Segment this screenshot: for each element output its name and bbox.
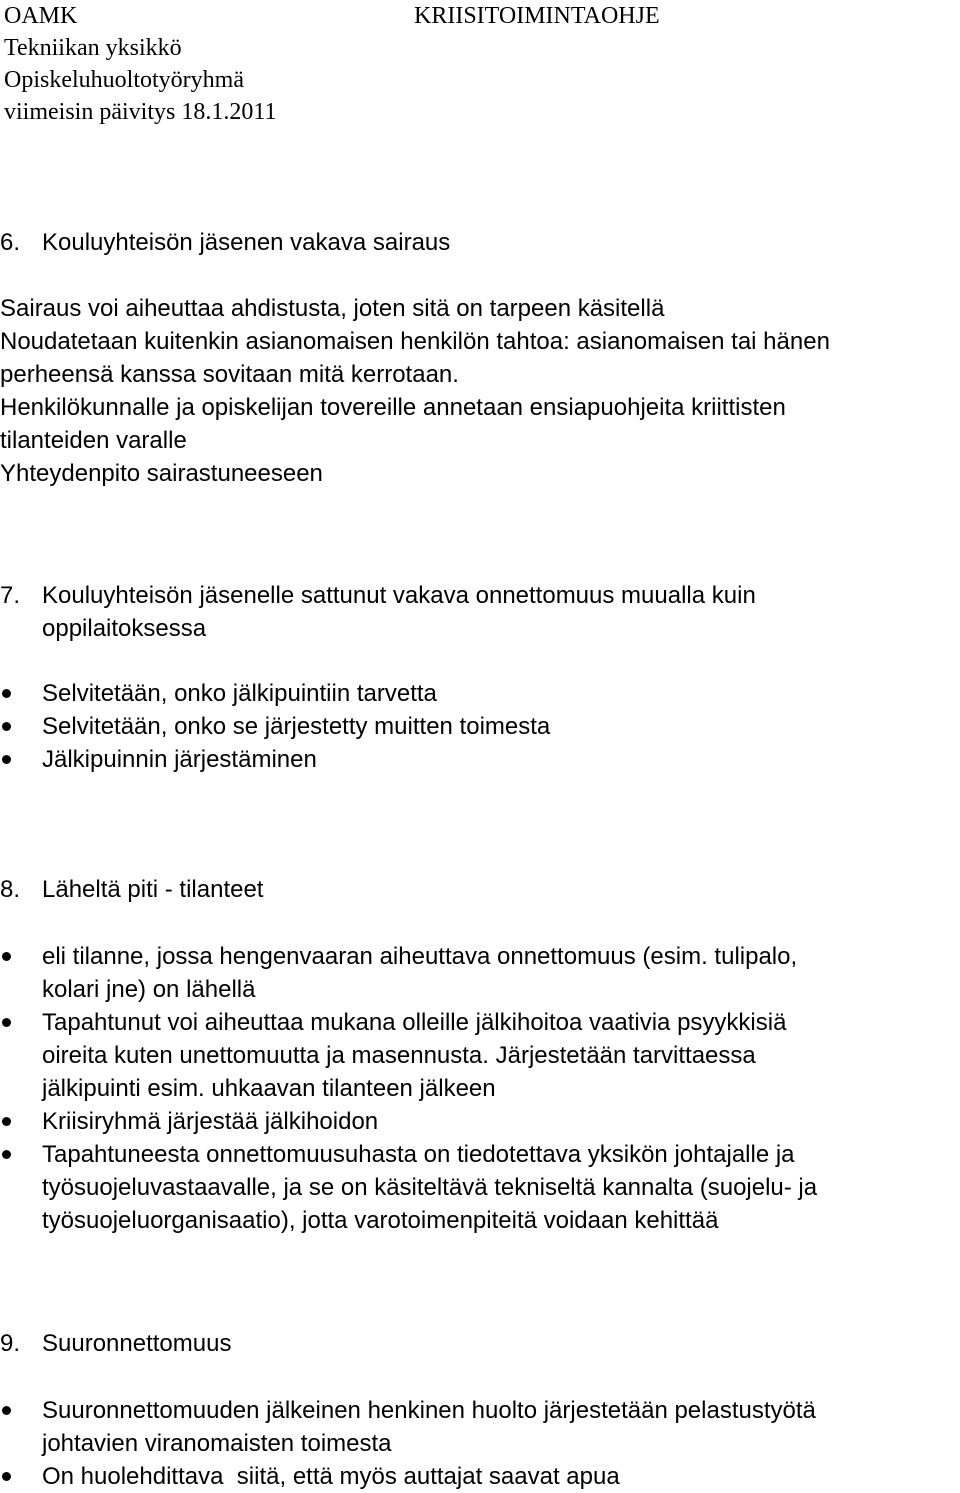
section-6-number: 6.: [0, 229, 21, 256]
section-7-heading: [0, 579, 960, 645]
section-6-line: Yhteydenpito sairastuneeseen: [0, 460, 323, 487]
section-6-heading: [0, 226, 960, 259]
document-header: [4, 0, 954, 128]
section-8: [0, 873, 960, 1237]
bullet-icon: [2, 1150, 11, 1159]
bullet-icon: [2, 1472, 11, 1481]
section-9-number: 9.: [0, 1330, 21, 1357]
list-item-line: Kriisiryhmä järjestää jälkihoidon: [42, 1108, 379, 1135]
list-item-text: Selvitetään, onko se järjestetty muitten toimesta: [42, 713, 551, 740]
list-item-line: Suuronnettomuuden jälkeinen henkinen huolto järjestetään pelastustyötä: [42, 1397, 816, 1424]
list-item-line: On huolehdittava siitä, että myös auttajat saavat apua: [42, 1463, 620, 1490]
section-6-line: Noudatetaan kuitenkin asianomaisen henkilön tahtoa: asianomaisen tai hänen: [0, 328, 830, 355]
section-7-title-line: Kouluyhteisön jäsenelle sattunut vakava onnettomuus muualla kuin: [42, 582, 756, 609]
list-item: [0, 1460, 960, 1493]
section-8-heading: [0, 873, 960, 906]
section-6-line: Sairaus voi aiheuttaa ahdistusta, joten sitä on tarpeen käsitellä: [0, 295, 665, 322]
section-6-title: Kouluyhteisön jäsenen vakava sairaus: [42, 229, 451, 256]
bullet-icon: [2, 1018, 11, 1027]
list-item-line: jälkipuinti esim. uhkaavan tilanteen jälkeen: [42, 1075, 496, 1102]
list-item-line: Tapahtunut voi aiheuttaa mukana olleille jälkihoitoa vaativia psyykkisiä: [42, 1009, 787, 1036]
organization-name: OAMK: [4, 3, 78, 29]
section-7-number: 7.: [0, 582, 21, 609]
section-6-paragraph: [0, 292, 960, 490]
section-7-list: [0, 677, 960, 776]
bullet-icon: [2, 952, 11, 961]
list-item-line: eli tilanne, jossa hengenvaaran aiheuttava onnettomuus (esim. tulipalo,: [42, 943, 798, 970]
bullet-icon: [2, 689, 11, 698]
header-row-top: [4, 0, 954, 32]
section-6-line: perheensä kanssa sovitaan mitä kerrotaan.: [0, 361, 459, 388]
list-item: [0, 1105, 960, 1138]
list-item-line: kolari jne) on lähellä: [42, 976, 256, 1003]
section-6-line: tilanteiden varalle: [0, 427, 187, 454]
bullet-icon: [2, 722, 11, 731]
list-item-line: oireita kuten unettomuutta ja masennusta. Järjestetään tarvittaessa: [42, 1042, 756, 1069]
section-9-title: Suuronnettomuus: [42, 1330, 232, 1357]
section-9-heading: [0, 1327, 960, 1360]
section-8-list: [0, 940, 960, 1237]
list-item: [0, 940, 960, 1006]
last-updated: viimeisin päivitys 18.1.2011: [4, 99, 277, 125]
list-item-line: työsuojeluvastaavalle, ja se on käsiteltävä tekniseltä kannalta (suojelu- ja: [42, 1174, 818, 1201]
list-item: [0, 1006, 960, 1105]
list-item-line: johtavien viranomaisten toimesta: [42, 1430, 392, 1457]
list-item-text: Selvitetään, onko jälkipuintiin tarvetta: [42, 680, 437, 707]
list-item: [0, 1394, 960, 1460]
list-item: [0, 710, 960, 743]
list-item-text: Jälkipuinnin järjestäminen: [42, 746, 317, 773]
group-name: Opiskeluhuoltotyöryhmä: [4, 67, 244, 93]
section-8-number: 8.: [0, 876, 21, 903]
bullet-icon: [2, 1117, 11, 1126]
section-8-title: Läheltä piti - tilanteet: [42, 876, 264, 903]
document-title: KRIISITOIMINTAOHJE: [414, 3, 660, 29]
list-item: [0, 743, 960, 776]
list-item: [0, 677, 960, 710]
section-7-title-line: oppilaitoksessa: [42, 615, 207, 642]
list-item-line: Tapahtuneesta onnettomuusuhasta on tiedotettava yksikön johtajalle ja: [42, 1141, 795, 1168]
section-9-list: [0, 1394, 960, 1493]
section-9: [0, 1327, 960, 1493]
bullet-icon: [2, 755, 11, 764]
list-item-line: työsuojeluorganisaatio), jotta varotoimenpiteitä voidaan kehittää: [42, 1207, 719, 1234]
section-7: [0, 579, 960, 776]
bullet-icon: [2, 1406, 11, 1415]
section-6: [0, 226, 960, 490]
list-item: [0, 1138, 960, 1237]
section-6-line: Henkilökunnalle ja opiskelijan tovereille annetaan ensiapuohjeita kriittisten: [0, 394, 786, 421]
unit-name: Tekniikan yksikkö: [4, 35, 182, 61]
